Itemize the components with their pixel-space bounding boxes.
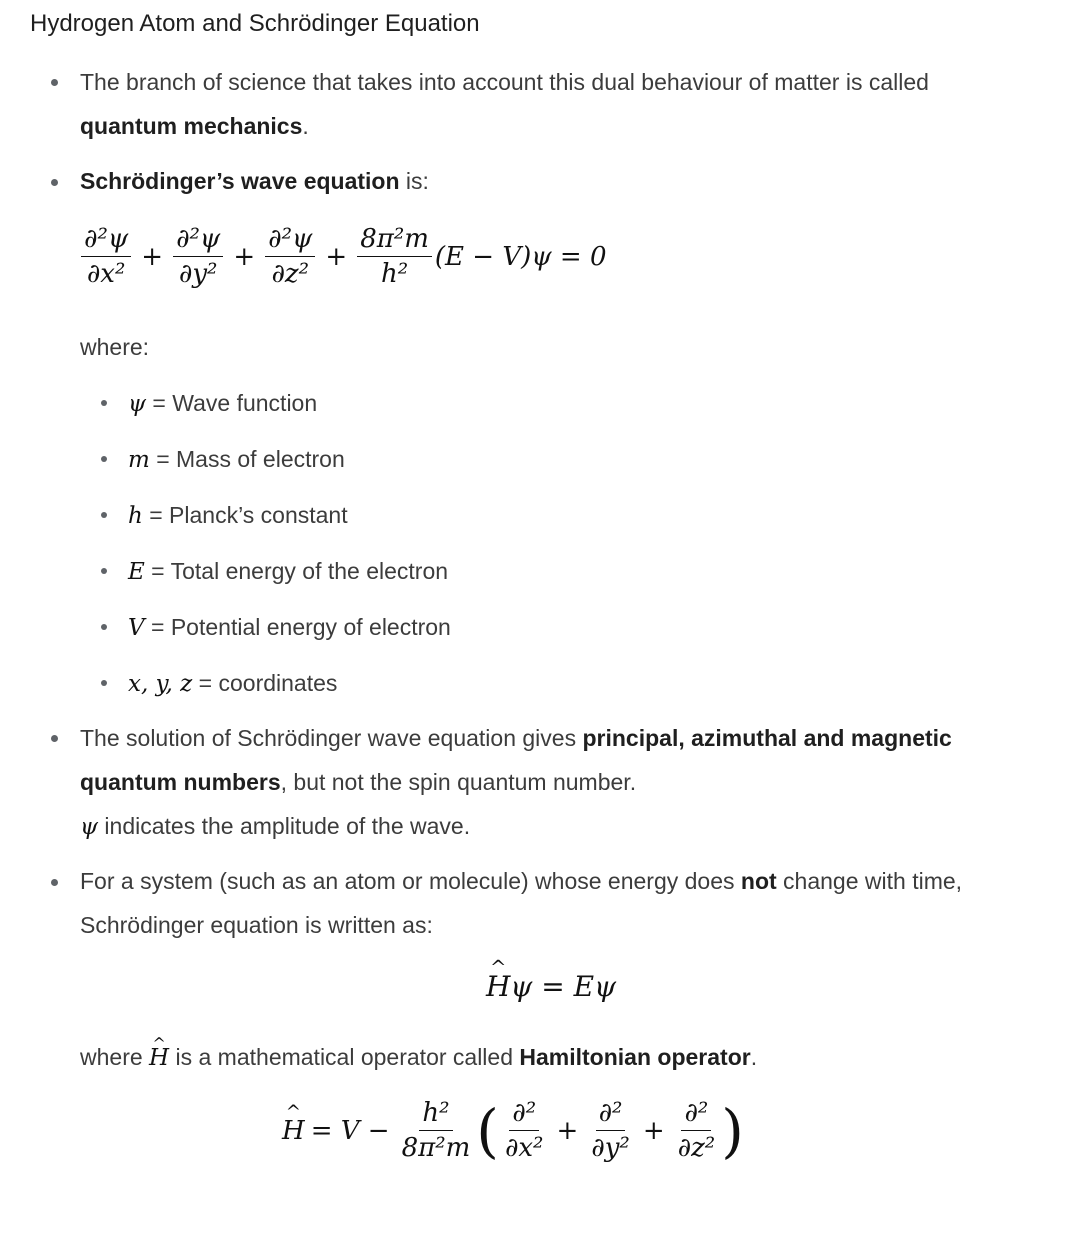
frac-den: h² [380,259,409,289]
paragraph-quantum-mechanics [80,60,1040,148]
symbol-h-hat: ^ H [149,1036,169,1080]
term-quantum-numbers: principal, azimuthal and magnetic [582,725,952,751]
frac-num: ∂² [509,1098,539,1131]
frac-den: ∂x² [86,259,126,289]
term-quantum-mechanics: quantum mechanics [80,113,303,139]
bullet-marker [101,456,107,462]
frac-den: ∂y² [591,1133,630,1163]
frac-den: ∂z² [271,259,310,289]
text: change with time, [776,868,963,894]
text: The solution of Schrödinger wave equation gives [80,725,583,751]
frac-num: ∂²ψ [173,224,223,257]
bullet-marker [101,624,107,630]
paragraph-wave-equation [80,159,1040,203]
bullet-marker [101,680,107,686]
paragraph-hamiltonian [80,1035,1040,1080]
bullet-marker [101,400,107,406]
symbol-h-hat: ^ H [282,1116,305,1146]
hamiltonian-equation [486,970,616,1003]
bullet-marker [51,79,58,86]
bullet-marker [51,179,58,186]
symbol: x, y, z [128,671,193,697]
text: is: [399,168,429,194]
text: = Total energy of the electron [144,558,449,584]
definition-psi [128,381,1080,426]
text: indicates the amplitude of the wave. [98,813,471,839]
right-paren: ) [721,1096,744,1165]
definition-m [128,437,1080,482]
equation-tail: (E − V)ψ = 0 [434,241,607,272]
text: where [80,1044,150,1070]
symbol: E [128,559,145,585]
definition-v [128,605,1080,650]
text: is a mathematical operator called [169,1044,520,1070]
symbol-h-hat: ^ H [486,970,510,1003]
paragraph-solution [80,716,1040,849]
bullet-marker [51,879,58,886]
equation-rest: ψ = Eψ [510,970,617,1003]
frac-den: 8π²m [401,1133,471,1163]
definition-e [128,549,1080,594]
bullet-marker [101,568,107,574]
frac-num: ∂²ψ [265,224,315,257]
page-title: Hydrogen Atom and Schrödinger Equation [30,10,480,37]
symbol-psi: ψ [80,814,99,840]
left-paren: ( [476,1096,499,1165]
frac-num: h² [419,1098,452,1131]
frac-num: ∂² [596,1098,626,1131]
text: . [750,1044,758,1070]
term-not: not [740,868,777,894]
text: The branch of science that takes into account this dual behaviour of matter is called [80,69,929,95]
symbol: h [128,503,143,529]
text: = Potential energy of electron [144,614,451,640]
hamiltonian-operator-equation: ^ H = V − $\frac{\text{h²}}{\text{8π²m}}$ ( $\frac{\text{∂²}}{\text{∂x²}}$ + $\frac{\text{∂²}}{\text{∂y²}}$ + $\frac{\text{∂²}}{\text{∂z²}}$ ) [282,1098,744,1163]
text: , but not the spin quantum number. [280,769,637,795]
symbol: m [128,447,150,473]
definition-xyz [128,661,1080,706]
text: = Planck’s constant [142,502,348,528]
frac-num: ∂²ψ [81,224,131,257]
frac-den: ∂x² [504,1133,544,1163]
definition-h [128,493,1080,538]
text: = Wave function [146,390,318,416]
bullet-marker [101,512,107,518]
paragraph-time-independent [80,859,1040,947]
equation-part: = V − [310,1115,390,1146]
symbol: ψ [128,391,147,417]
term-hamiltonian-operator: Hamiltonian operator [519,1044,751,1070]
frac-num: 8π²m [357,224,432,257]
frac-num: ∂² [681,1098,711,1131]
bullet-marker [51,735,58,742]
where-label: where: [80,334,150,360]
text: Schrödinger equation is written as: [80,912,433,938]
text: = coordinates [192,670,338,696]
schrodinger-wave-equation: $\frac{\text{∂²ψ}}{\text{∂x²}}$ + $\frac{\text{∂²ψ}}{\text{∂y²}}$ + $\frac{\text{∂²ψ}}{\text{∂z²}}$ + $\frac{\text{8π²m}}{\text{h²}}$ (E − V)ψ = 0 [78,224,607,289]
term-quantum-numbers: quantum numbers [80,769,281,795]
text: = Mass of electron [149,446,345,472]
text: For a system (such as an atom or molecule) whose energy does [80,868,741,894]
symbol: V [128,615,145,641]
term-schrodinger-wave-equation: Schrödinger’s wave equation [80,168,400,194]
frac-den: ∂y² [178,259,218,289]
text: . [302,113,309,139]
frac-den: ∂z² [677,1133,716,1163]
